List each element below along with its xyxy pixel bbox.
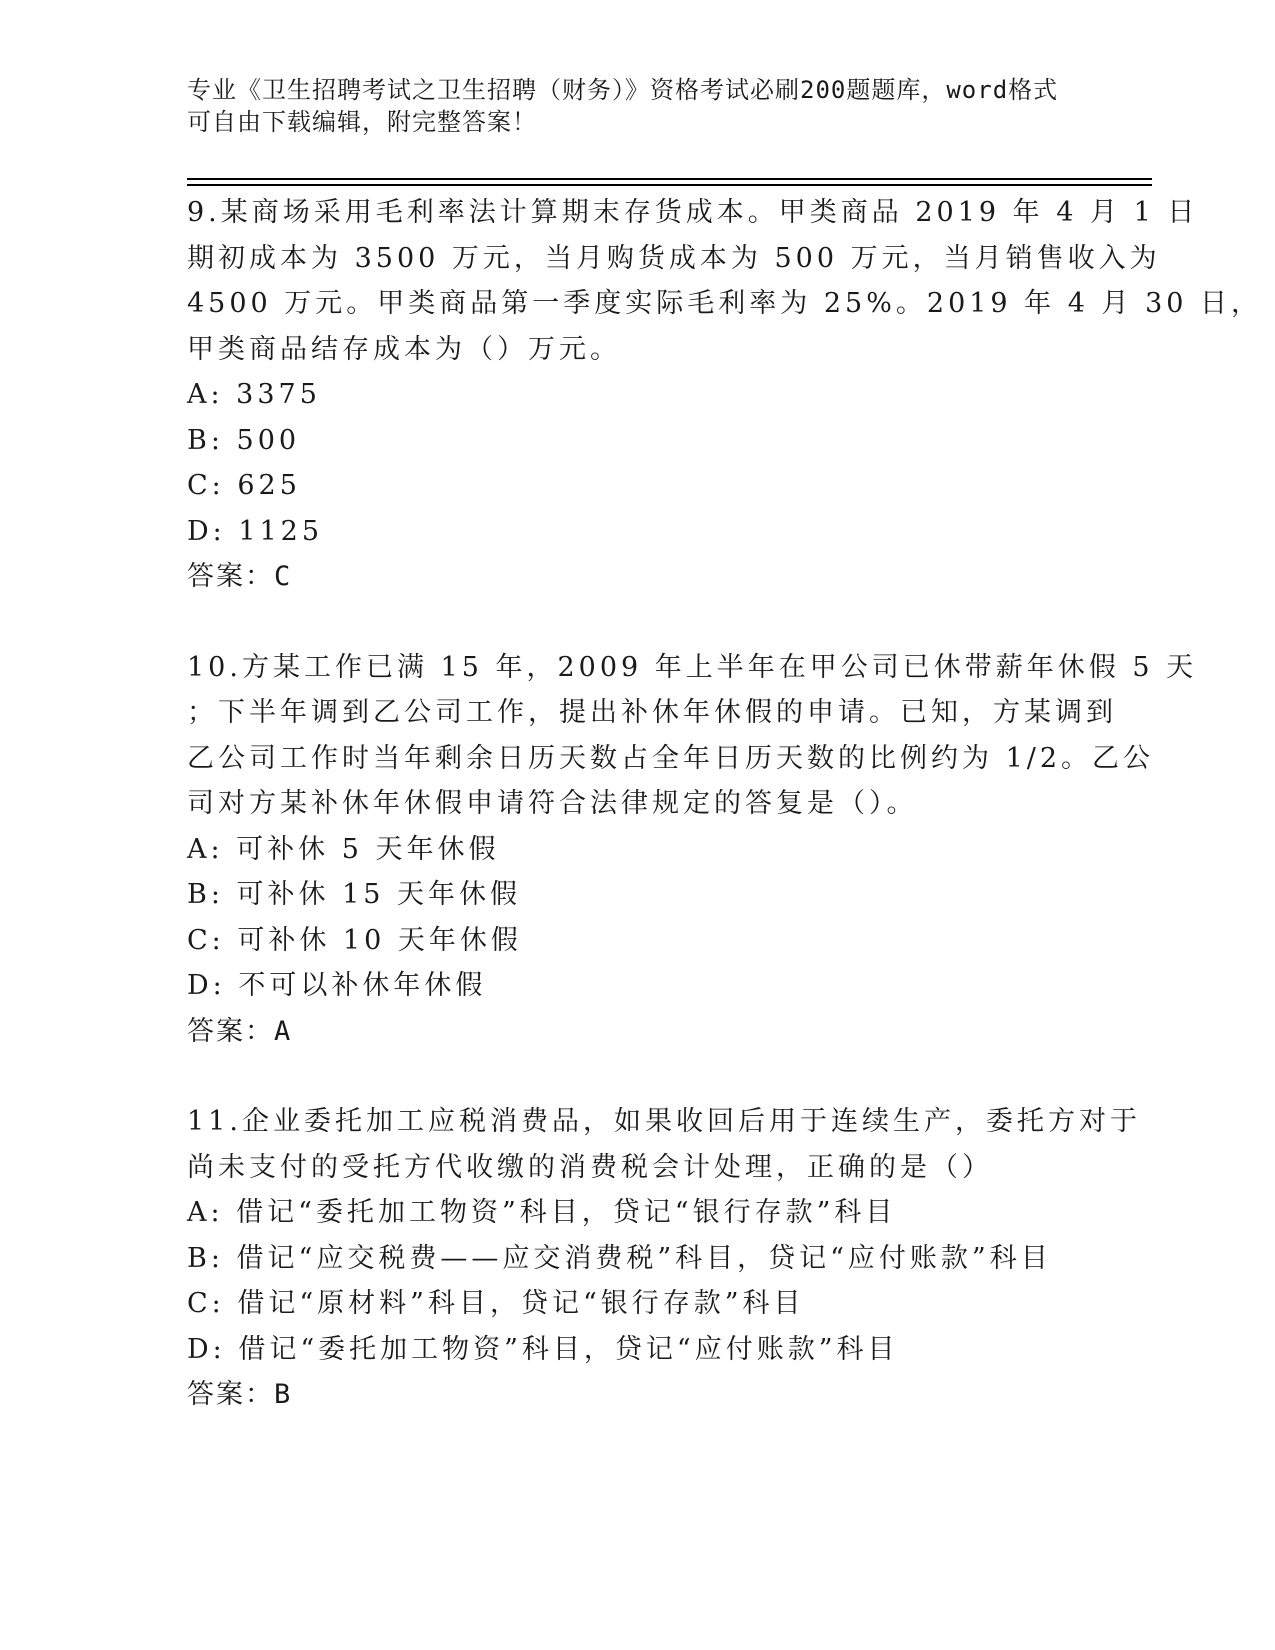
option-c: C: 可补休 10 天年休假 [187,924,522,956]
option-a: A: 借记“委托加工物资”科目，贷记“银行存款”科目 [187,1197,897,1228]
option-d: D: 不可以补休年休假 [187,970,487,1001]
option-d: D: 1125 [187,515,324,547]
header-rule-bottom [187,184,1152,186]
question-stem-line: 期初成本为 3500 万元，当月购货成本为 500 万元，当月销售收入为 [187,242,1161,274]
question-spacer [187,1054,1087,1099]
option-a: A: 可补休 5 天年休假 [187,833,500,865]
question-stem-line: 甲类商品结存成本为（）万元。 [187,333,621,365]
question-stem-line: 4500 万元。甲类商品第一季度实际毛利率为 25%。2019 年 4 月 30 日， [187,288,1263,319]
option-c: C: 借记“原材料”科目，贷记“银行存款”科目 [187,1288,805,1319]
question-spacer [187,600,1087,645]
header-line-1: 专业《卫生招聘考试之卫生招聘（财务）》资格考试必刷200题题库，word格式 [187,76,1059,104]
question-stem-line: 9.某商场采用毛利率法计算期末存货成本。甲类商品 2019 年 4 月 1 日 [187,197,1199,228]
option-b: B: 可补休 15 天年休假 [187,879,522,910]
option-b: B: 500 [187,424,301,456]
question-list [187,190,1263,1418]
question-stem-line: 尚未支付的受托方代收缴的消费税会计处理，正确的是（） [187,1151,993,1183]
answer-label: 答案：B [187,1379,293,1410]
question-stem-line: ；下半年调到乙公司工作，提出补休年休假的申请。已知，方某调到 [187,697,1117,728]
option-b: B: 借记“应交税费——应交消费税”科目，贷记“应付账款”科目 [187,1242,1052,1274]
answer-label: 答案：C [187,561,293,592]
option-a: A: 3375 [187,379,321,410]
option-c: C: 625 [187,470,301,501]
question-11 [187,1099,1141,1418]
question-stem-line: 11.企业委托加工应税消费品，如果收回后用于连续生产，委托方对于 [187,1106,1141,1137]
header-line-2: 可自由下载编辑，附完整答案！ [187,108,537,136]
question-stem-line: 10.方某工作已满 15 年，2009 年上半年在甲公司已休带薪年休假 5 天 [187,651,1198,683]
header-rule-top [187,178,1152,180]
option-d: D: 借记“委托加工物资”科目，贷记“应付账款”科目 [187,1333,899,1365]
answer-label: 答案：A [187,1015,293,1047]
question-stem-line: 乙公司工作时当年剩余日历天数占全年日历天数的比例约为 1/2。乙公 [187,742,1155,774]
question-stem-line: 司对方某补休年休假申请符合法律规定的答复是（）。 [187,788,918,819]
question-10 [187,645,1198,1055]
document-header [187,74,1067,138]
question-9 [187,190,1263,600]
